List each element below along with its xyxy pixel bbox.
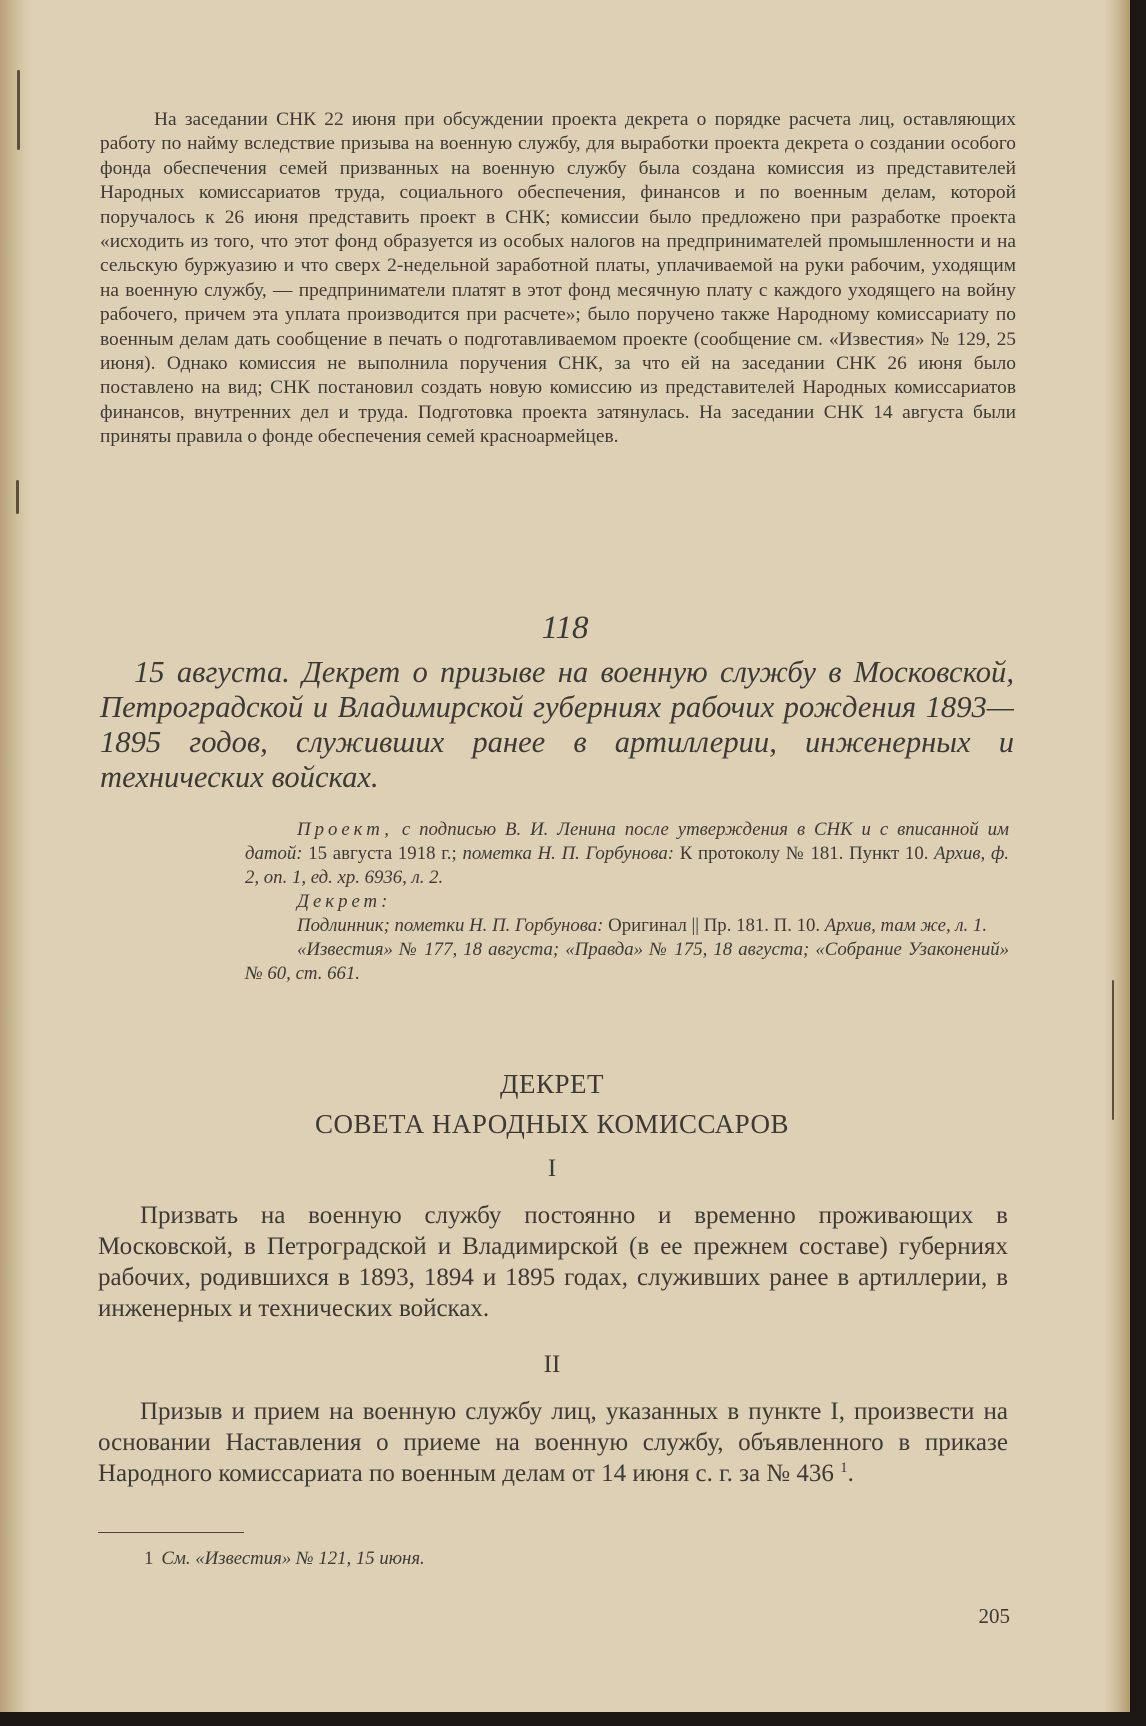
intro-note — [100, 108, 1016, 450]
sources-block — [245, 818, 1009, 986]
section-text: Призвать на военную службу постоянно и временно проживающих в Московской, в Петроградской и Владимирской (в ее прежнем составе) губерниях рабочих, родившихся в 1893, 1894 и 1895 годах, служивших ранее в артиллерии, в инженерных и технических войсках. — [98, 1202, 1008, 1322]
decree-text: Оригинал || Пр. 181. П. 10. — [608, 915, 821, 936]
page-number: 205 — [978, 1604, 1010, 1628]
decree-archive: Архив, там же, л. 1. — [824, 915, 988, 936]
section-number: I — [547, 1155, 557, 1182]
section-number: II — [543, 1351, 561, 1378]
gutter-mark — [16, 480, 19, 514]
gutter-mark — [1112, 980, 1114, 1120]
gutter-mark — [17, 70, 20, 150]
page-left-edge — [0, 0, 30, 1712]
intro-paragraph: На заседании СНК 22 июня при обсуждении проекта декрета о порядке расчета лиц, оставляющих работу по найму вследствие призыва на военную службу, для выработки проекта декрета о создании особого фонда обеспечения семей призванных на военную службу была создана комиссия из представителей Народных комиссариатов труда, социального обеспечения, финансов и по военным делам, которой поручалось к 26 июня представить проект в СНК; комиссии было предложено при разработке проекта «исходить из того, что этот фонд образуется из особых налогов на предпринимателей промышленности и на сельскую буржуазию и что сверх 2-недельной заработной платы, уплачиваемой на руки рабочим, уходящим на военную службу, — предприниматели платят в этот фонд месячную плату с каждого уходящего на войну рабочего, причем эта уплата производится при расчете»; было поручено также Народному комиссариату по военным делам дать сообщение в печать о подготавливаемом проекте (сообщение см. «Известия» № 129, 25 июня). Однако комиссия не выполнила поручения СНК, за что ей на заседании СНК 26 июня было поставлено на вид; СНК постановил создать новую комиссию из представителей Народных комиссариатов финансов, внутренних дел и труда. Подготовка проекта затянулась. На заседании СНК 14 августа были приняты правила о фонде обеспечения семей красноармейцев. — [100, 109, 1016, 448]
source-decree — [245, 914, 1009, 938]
footnote-ref: 1 — [840, 1460, 848, 1476]
document-number: 118 — [541, 610, 589, 646]
source-decree-label: Декрет: — [297, 891, 392, 912]
document-title: 15 августа. Декрет о призыве на военную службу в Московской, Петроградской и Владимирской губерниях рабочих рождения 1893—1895 годов, служивших ранее в артиллерии, инженерных и технических войсках. — [100, 655, 1014, 794]
footnote-mark: 1 — [144, 1548, 154, 1569]
project-description: с подписью В. И. Ленина после утверждения в СНК и с вписанной им датой: — [245, 819, 1009, 864]
project-note-text: К протоколу № 181. Пункт 10. — [679, 843, 929, 864]
page-right-edge — [1104, 0, 1130, 1712]
source-project — [245, 818, 1009, 890]
decree-heading-line1: ДЕКРЕТ — [500, 1069, 604, 1099]
project-label: Проект, — [297, 819, 393, 840]
footnote — [144, 1547, 844, 1571]
decree-heading-line2: СОВЕТА НАРОДНЫХ КОМИССАРОВ — [315, 1109, 789, 1139]
project-archive: Архив, ф. 2, оп. 1, ед. хр. 6936, л. 2. — [245, 843, 1010, 888]
footnote-text: См. «Известия» № 121, 15 июня. — [161, 1548, 425, 1569]
project-date: 15 августа 1918 г.; — [308, 843, 457, 864]
footnote-divider — [98, 1532, 244, 1533]
project-note-label: пометка Н. П. Горбунова: — [462, 843, 675, 864]
decree-description: Подлинник; пометки Н. П. Горбунова: — [297, 915, 604, 936]
source-publications: «Известия» № 177, 18 августа; «Правда» № 175, 18 августа; «Собрание Узаконений» № 60, ст. 661. — [245, 939, 1009, 984]
section-text: Призыв и прием на военную службу лиц, указанных в пункте I, произвести на основании Наставления о приеме на военную службу, объявленного в приказе Народного комиссариата по военным делам от 14 июня с. г. за № 436 $^1$. — [98, 1398, 1008, 1487]
